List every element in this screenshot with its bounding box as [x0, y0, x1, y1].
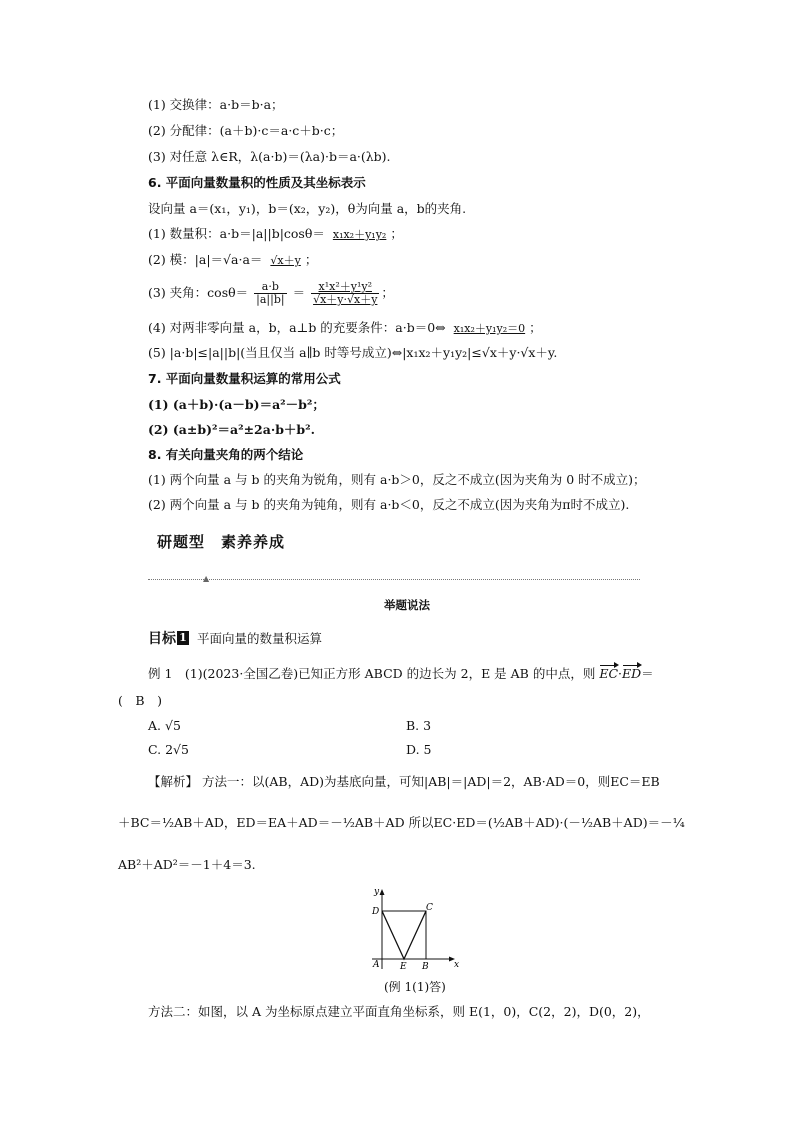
magnitude-text: (2) 模：|a|＝√a·a＝	[148, 252, 263, 267]
goal-label: 目标	[148, 631, 176, 647]
label-e: E	[400, 962, 407, 972]
equals-symbol: ＝	[641, 666, 654, 681]
example-question-text: 例 1 (1)(2023·全国乙卷)已知正方形 ABCD 的边长为 2，E 是 AB 的中点，则	[148, 666, 596, 681]
label-a: A	[373, 960, 380, 970]
label-d: D	[372, 907, 380, 917]
line-distributive: (2) 分配律：(a＋b)·c＝a·c＋b·c；	[148, 123, 344, 138]
option-b: B. 3	[406, 718, 432, 733]
line-perpendicular: (4) 对两非零向量 a，b，a⊥b 的充要条件：a·b＝0⇔ x₁x₂＋y₁y₂＝0 ；	[148, 320, 542, 335]
angle-equals: ＝	[292, 285, 306, 300]
example-question	[148, 666, 654, 682]
line-acute-angle: (1) 两个向量 a 与 b 的夹角为锐角，则有 a·b＞0，反之不成立(因为夹角为 0 时不成立)；	[148, 472, 646, 487]
option-c: C. 2√5	[148, 742, 189, 757]
label-y: y	[374, 887, 380, 897]
heading-8: 8. 有关向量夹角的两个结论	[148, 447, 304, 462]
heading-6: 6. 平面向量数量积的性质及其坐标表示	[148, 175, 366, 190]
square-diagram	[360, 887, 460, 975]
section-divider	[148, 579, 640, 582]
goal-title: 平面向量的数量积运算	[197, 631, 323, 646]
solution-line-1: 【解析】 方法一：以(AB，AD)为基底向量，可知|AB|＝|AD|＝2，AB·AD＝0，则EC＝EB	[148, 774, 660, 789]
coordinate-figure	[360, 887, 460, 978]
goal-number: 1	[177, 631, 189, 645]
line-formula-2: (2) (a±b)²＝a²±2a·b＋b².	[148, 422, 315, 437]
angle-denominator: |a||b|	[256, 293, 285, 306]
label-c: C	[426, 903, 433, 913]
perpendicular-text: (4) 对两非零向量 a，b，a⊥b 的充要条件：a·b＝0⇔	[148, 320, 446, 335]
angle-answer-fraction	[311, 281, 379, 306]
angle-text: (3) 夹角：cosθ＝	[148, 285, 249, 300]
solution-line-2: ＋BC＝½AB＋AD，ED＝EA＋AD＝－½AB＋AD 所以EC·ED＝(½AB＋AD)·(－½AB＋AD)＝－¼	[118, 815, 685, 830]
line-vector-def: 设向量 a＝(x₁，y₁)，b＝(x₂，y₂)，θ为向量 a，b的夹角.	[148, 201, 467, 216]
angle-answer-numerator: x¹x²＋y¹y²	[311, 281, 379, 294]
vector-ed: ED	[622, 666, 642, 681]
square-abcd	[382, 911, 426, 959]
line-scalar: (3) 对任意 λ∈R，λ(a·b)＝(λa)·b＝a·(λb).	[148, 149, 391, 164]
angle-fraction	[254, 281, 286, 306]
example-answer: ( B )	[118, 693, 162, 708]
vector-ec: EC	[599, 666, 619, 681]
line-obtuse-angle: (2) 两个向量 a 与 b 的夹角为钝角，则有 a·b＜0，反之不成立(因为夹角为π时不成立).	[148, 497, 630, 512]
line-formula-1: (1) (a＋b)·(a－b)＝a²－b²；	[148, 397, 325, 412]
divider-marker: ▲	[203, 574, 210, 583]
line-angle: (3) 夹角：cosθ＝ $\frac{a\cdot b}{|a||b|}$ ＝ $\frac{\text{x¹x²＋y¹y²}}{√x+y\cdot√x+y}$ ；	[148, 280, 394, 306]
line-dot-product: (1) 数量积：a·b＝|a||b|cosθ＝ x₁x₂＋y₁y₂ ；	[148, 226, 403, 241]
dot-symbol: ·	[618, 666, 623, 681]
figure-caption: (例 1(1)答)	[384, 980, 446, 994]
magnitude-answer: √x＋y	[270, 254, 301, 267]
triangle-dec	[382, 911, 426, 959]
angle-answer-denominator: √x＋y·√x＋y	[313, 293, 378, 306]
line-cauchy: (5) |a·b|≤|a||b|(当且仅当 a∥b 时等号成立)⇔|x₁x₂＋y₁y₂|≤√x＋y·√x＋y.	[148, 345, 558, 360]
dot-product-text: (1) 数量积：a·b＝|a||b|cosθ＝	[148, 226, 325, 241]
label-b: B	[422, 962, 429, 972]
angle-numerator: a·b	[254, 281, 286, 294]
line-commutative: (1) 交换律：a·b＝b·a；	[148, 97, 284, 112]
label-x: x	[454, 960, 460, 970]
dot-product-answer: x₁x₂＋y₁y₂	[332, 228, 387, 241]
goal-heading	[148, 628, 322, 648]
subsection-title: 举题说法	[384, 598, 430, 612]
option-a: A. √5	[148, 718, 181, 733]
line-magnitude: (2) 模：|a|＝√a·a＝ √x＋y ；	[148, 252, 318, 267]
heading-7: 7. 平面向量数量积运算的常用公式	[148, 371, 341, 386]
y-axis-arrow	[380, 889, 385, 895]
section-title: 研题型 素养养成	[157, 533, 286, 551]
perpendicular-answer: x₁x₂＋y₁y₂＝0	[453, 322, 526, 335]
solution-line-3: AB²＋AD²＝－1＋4＝3.	[118, 857, 256, 872]
solution-method-2: 方法二：如图，以 A 为坐标原点建立平面直角坐标系，则 E(1，0)，C(2，2)，D(0，2)，	[148, 1004, 650, 1019]
option-d: D. 5	[406, 742, 432, 757]
